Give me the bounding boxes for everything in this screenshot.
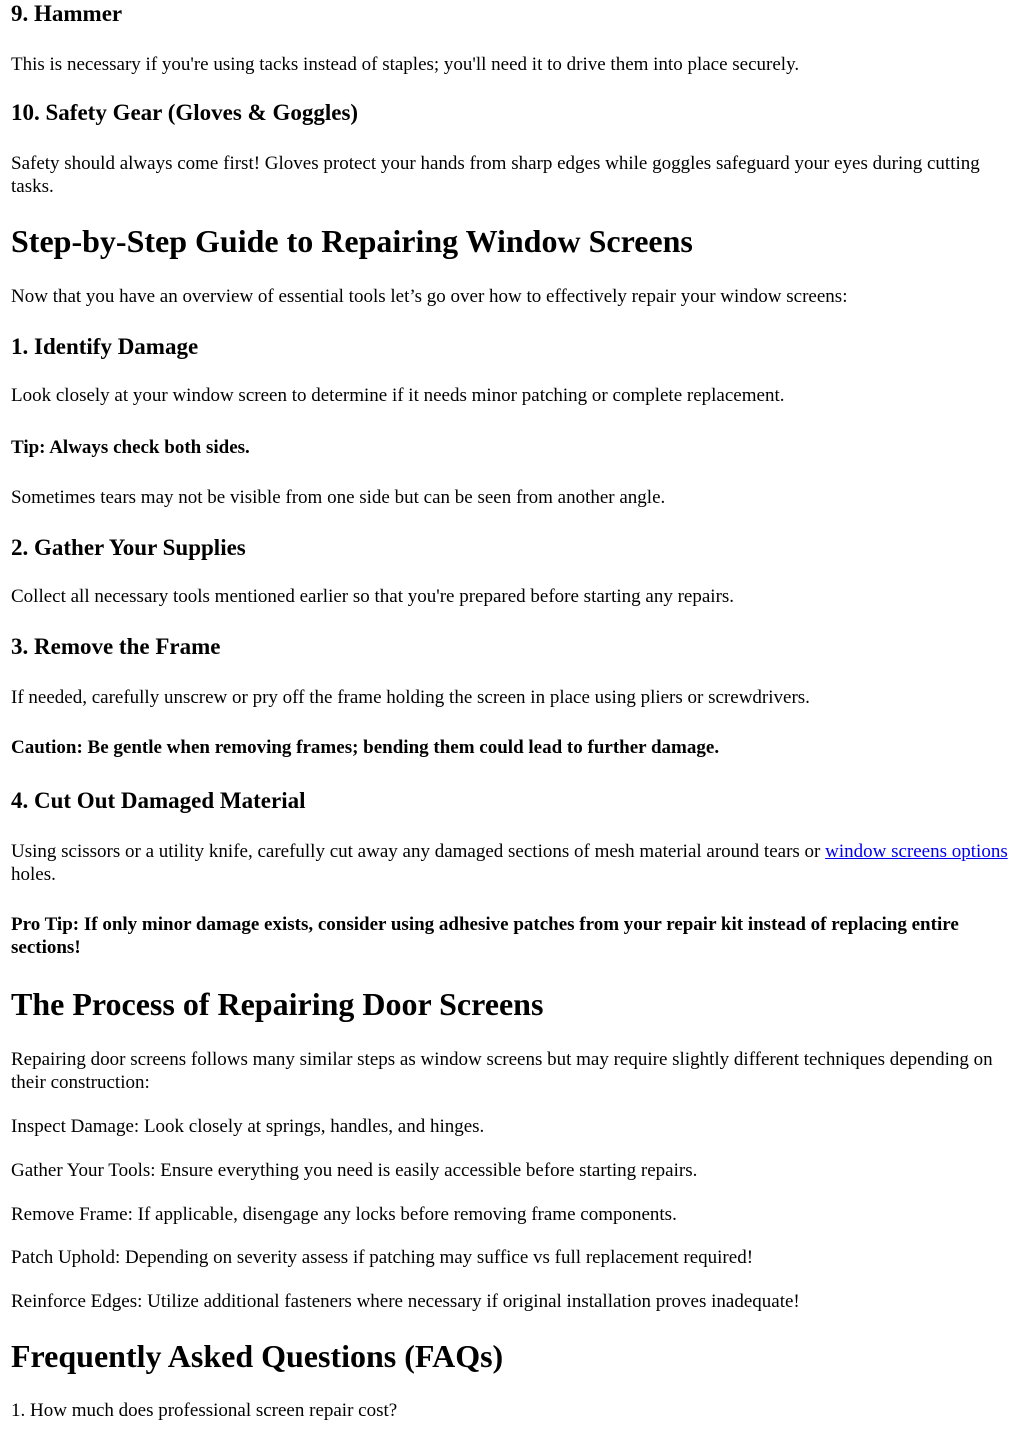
paragraph-guide-intro: Now that you have an overview of essential tools let’s go over how to effectively repair your window screens:: [11, 286, 848, 307]
heading-door-screens: The Process of Repairing Door Screens: [11, 986, 544, 1022]
door-step-reinforce: Reinforce Edges: Utilize additional fasteners where necessary if original installation proves inadequate!: [11, 1291, 800, 1312]
heading-faqs: Frequently Asked Questions (FAQs): [11, 1338, 504, 1374]
door-step-gather: Gather Your Tools: Ensure everything you need is easily accessible before starting repairs.: [11, 1160, 698, 1181]
heading-step-2: 2. Gather Your Supplies: [11, 535, 246, 560]
door-step-inspect: Inspect Damage: Look closely at springs, handles, and hinges.: [11, 1116, 485, 1137]
door-step-remove: Remove Frame: If applicable, disengage any locks before removing frame components.: [11, 1204, 677, 1225]
paragraph-step-1: Look closely at your window screen to determine if it needs minor patching or complete replacement.: [11, 385, 785, 406]
tip-check-sides: Tip: Always check both sides.: [11, 437, 250, 458]
paragraph-door-intro: Repairing door screens follows many similar steps as window screens but may require slightly different techniques depending on their construction:: [11, 1049, 993, 1093]
paragraph-step-2: Collect all necessary tools mentioned earlier so that you're prepared before starting any repairs.: [11, 586, 735, 607]
heading-step-3: 3. Remove the Frame: [11, 634, 221, 659]
window-screens-options-link[interactable]: window screens options: [825, 841, 1008, 862]
heading-step-4: 4. Cut Out Damaged Material: [11, 788, 306, 813]
pro-tip-patches: Pro Tip: If only minor damage exists, consider using adhesive patches from your repair kit instead of replacing entire sections!: [11, 914, 959, 958]
heading-step-1: 1. Identify Damage: [11, 334, 199, 359]
door-step-patch: Patch Uphold: Depending on severity assess if patching may suffice vs full replacement required!: [11, 1247, 754, 1268]
step-4-text-after: holes.: [11, 864, 56, 885]
heading-window-guide: Step-by-Step Guide to Repairing Window Screens: [11, 223, 693, 259]
caution-frames: Caution: Be gentle when removing frames; bending them could lead to further damage.: [11, 737, 720, 758]
heading-hammer: 9. Hammer: [11, 1, 123, 26]
heading-safety-gear: 10. Safety Gear (Gloves & Goggles): [11, 100, 359, 125]
paragraph-step-1-note: Sometimes tears may not be visible from one side but can be seen from another angle.: [11, 487, 666, 508]
paragraph-hammer: This is necessary if you're using tacks instead of staples; you'll need it to drive them into place securely.: [11, 54, 800, 75]
paragraph-step-4: [11, 840, 1011, 886]
paragraph-safety-gear: Safety should always come first! Gloves protect your hands from sharp edges while goggles safeguard your eyes during cutting tasks.: [11, 153, 980, 197]
paragraph-step-3: If needed, carefully unscrew or pry off the frame holding the screen in place using pliers or screwdrivers.: [11, 687, 810, 708]
step-4-text-before: Using scissors or a utility knife, carefully cut away any damaged sections of mesh material around tears or: [11, 841, 826, 862]
faq-question-1: 1. How much does professional screen repair cost?: [11, 1400, 398, 1421]
